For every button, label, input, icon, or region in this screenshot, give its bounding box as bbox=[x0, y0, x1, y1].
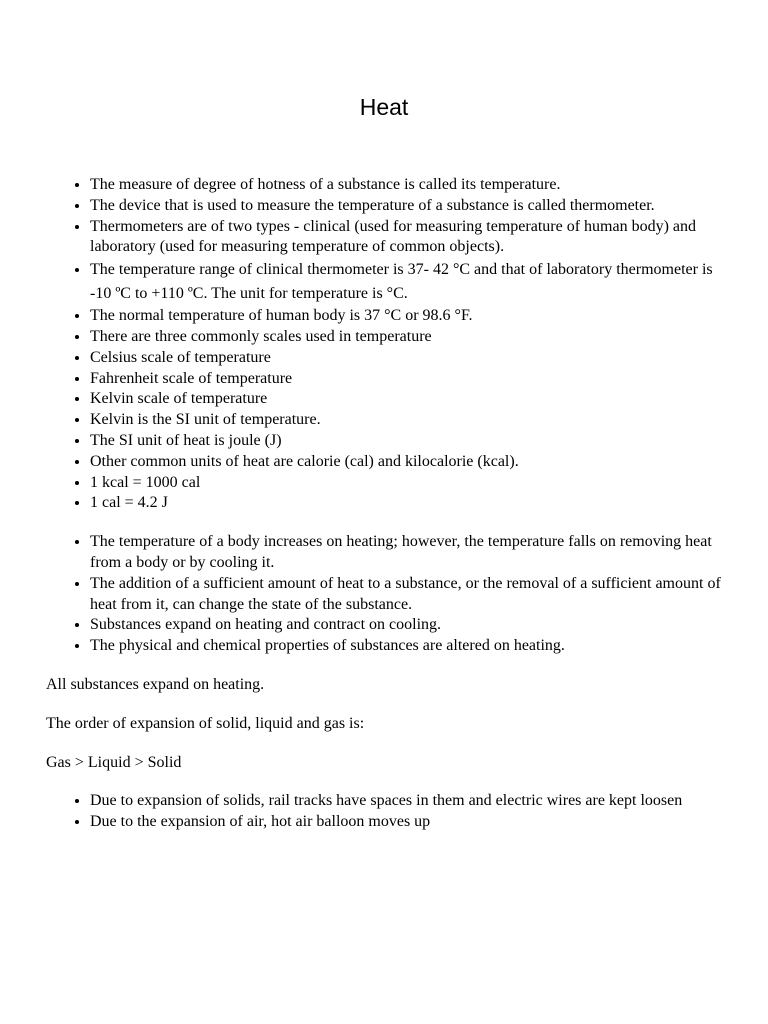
list-item: • Other common units of heat are calorie (cal) and kilocalorie (kcal). bbox=[90, 452, 722, 473]
document-body bbox=[46, 175, 722, 833]
heating-effects-list bbox=[46, 532, 722, 657]
list-item: • Kelvin is the SI unit of temperature. bbox=[90, 410, 722, 431]
list-item: • Celsius scale of temperature bbox=[90, 348, 722, 369]
list-item: • 1 kcal = 1000 cal bbox=[90, 473, 722, 494]
list-item: • The normal temperature of human body is 37 °C or 98.6 °F. bbox=[90, 306, 722, 327]
page-title: Heat bbox=[359, 94, 409, 120]
list-item: • The device that is used to measure the temperature of a substance is called thermometer. bbox=[90, 196, 722, 217]
list-item: • Fahrenheit scale of temperature bbox=[90, 369, 722, 390]
list-item: • Kelvin scale of temperature bbox=[90, 389, 722, 410]
list-item: • The addition of a sufficient amount of heat to a substance, or the removal of a sufficient amount of heat from it, can change the state of the substance. bbox=[90, 574, 722, 616]
list-item: • Thermometers are of two types - clinical (used for measuring temperature of human body) and laboratory (used for measuring temperature of common objects). bbox=[90, 217, 722, 259]
list-item: • The physical and chemical properties of substances are altered on heating. bbox=[90, 636, 722, 657]
list-item: • Substances expand on heating and contract on cooling. bbox=[90, 615, 722, 636]
temperature-facts-list bbox=[46, 175, 722, 514]
paragraph-expansion: All substances expand on heating. bbox=[46, 675, 265, 693]
list-item: • 1 cal = 4.2 J bbox=[90, 493, 722, 514]
list-item: • Due to expansion of solids, rail tracks have spaces in them and electric wires are kept loosen bbox=[90, 791, 722, 812]
list-item: • The temperature range of clinical thermometer is 37- 42 °C and that of laboratory thermometer is -10 ºC to +110 ºC. The unit for temperature is °C. bbox=[90, 258, 722, 306]
paragraph-order-values: Gas > Liquid > Solid bbox=[46, 753, 182, 771]
list-item: • Due to the expansion of air, hot air balloon moves up bbox=[90, 812, 722, 833]
list-item: • There are three commonly scales used in temperature bbox=[90, 327, 722, 348]
list-item: • The measure of degree of hotness of a substance is called its temperature. bbox=[90, 175, 722, 196]
expansion-examples-list bbox=[46, 791, 722, 833]
paragraph-order: The order of expansion of solid, liquid and gas is: bbox=[46, 714, 365, 732]
list-item: • The temperature of a body increases on heating; however, the temperature falls on removing heat from a body or by cooling it. bbox=[90, 532, 722, 574]
list-item: • The SI unit of heat is joule (J) bbox=[90, 431, 722, 452]
